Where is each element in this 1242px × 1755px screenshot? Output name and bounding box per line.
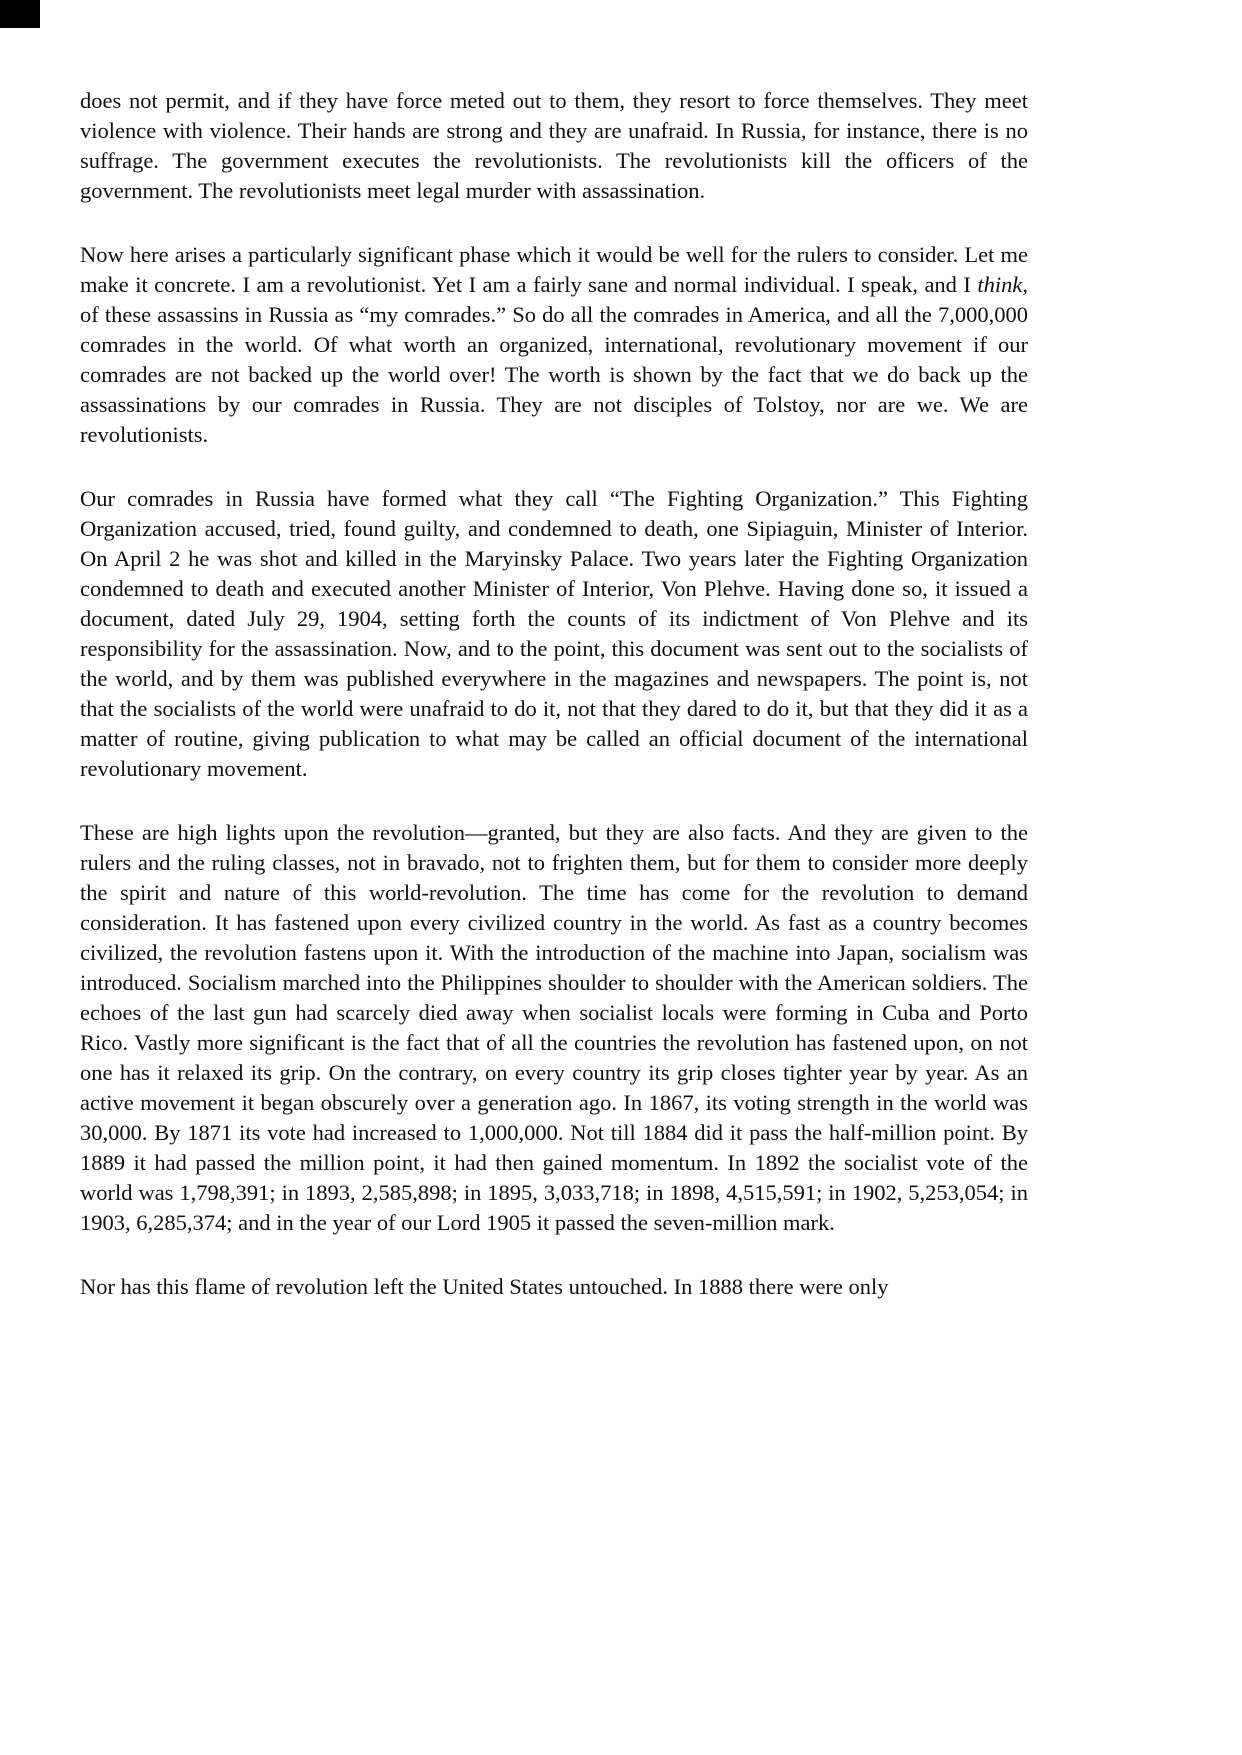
paragraph-3	[80, 484, 1028, 784]
document-page	[80, 86, 1028, 1302]
paragraph-2	[80, 240, 1028, 450]
paragraph-text: , of these assassins in Russia as “my comrades.” So do all the comrades in America, and all the 7,000,000 comrades in the world. Of what worth an organized, international, revolutionary movement if our comrades are not backed up the world over! The worth is shown by the fact that we do back up the assassinations by our comrades in Russia. They are not disciples of Tolstoy, nor are we. We are revolutionists.	[80, 272, 1028, 447]
scan-artifact-corner-mark	[0, 0, 40, 28]
paragraph-text: Now here arises a particularly significant phase which it would be well for the rulers to consider. Let me make it concrete. I am a revolutionist. Yet I am a fairly sane and normal individual. I speak, and I	[80, 242, 1028, 297]
paragraph-text: does not permit, and if they have force meted out to them, they resort to force themselves. They meet violence with violence. Their hands are strong and they are unafraid. In Russia, for instance, there is no suffrage. The government executes the revolutionists. The revolutionists kill the officers of the government. The revolutionists meet legal murder with assassination.	[80, 88, 1028, 203]
paragraph-1	[80, 86, 1028, 206]
paragraph-text-italic: think	[977, 272, 1023, 297]
paragraph-5	[80, 1272, 1028, 1302]
paragraph-4	[80, 818, 1028, 1238]
paragraph-text: Nor has this flame of revolution left the United States untouched. In 1888 there were only	[80, 1274, 889, 1299]
paragraph-text: Our comrades in Russia have formed what they call “The Fighting Organization.” This Fighting Organization accused, tried, found guilty, and condemned to death, one Sipiaguin, Minister of Interior. On April 2 he was shot and killed in the Maryinsky Palace. Two years later the Fighting Organization condemned to death and executed another Minister of Interior, Von Plehve. Having done so, it issued a document, dated July 29, 1904, setting forth the counts of its indictment of Von Plehve and its responsibility for the assassination. Now, and to the point, this document was sent out to the socialists of the world, and by them was published everywhere in the magazines and newspapers. The point is, not that the socialists of the world were unafraid to do it, not that they dared to do it, but that they did it as a matter of routine, giving publication to what may be called an official document of the international revolutionary movement.	[80, 486, 1028, 781]
paragraph-text: These are high lights upon the revolution—granted, but they are also facts. And they are given to the rulers and the ruling classes, not in bravado, not to frighten them, but for them to consider more deeply the spirit and nature of this world-revolution. The time has come for the revolution to demand consideration. It has fastened upon every civilized country in the world. As fast as a country becomes civilized, the revolution fastens upon it. With the introduction of the machine into Japan, socialism was introduced. Socialism marched into the Philippines shoulder to shoulder with the American soldiers. The echoes of the last gun had scarcely died away when socialist locals were forming in Cuba and Porto Rico. Vastly more significant is the fact that of all the countries the revolution has fastened upon, on not one has it relaxed its grip. On the contrary, on every country its grip closes tighter year by year. As an active movement it began obscurely over a generation ago. In 1867, its voting strength in the world was 30,000. By 1871 its vote had increased to 1,000,000. Not till 1884 did it pass the half-million point. By 1889 it had passed the million point, it had then gained momentum. In 1892 the socialist vote of the world was 1,798,391; in 1893, 2,585,898; in 1895, 3,033,718; in 1898, 4,515,591; in 1902, 5,253,054; in 1903, 6,285,374; and in the year of our Lord 1905 it passed the seven-million mark.	[80, 820, 1028, 1235]
